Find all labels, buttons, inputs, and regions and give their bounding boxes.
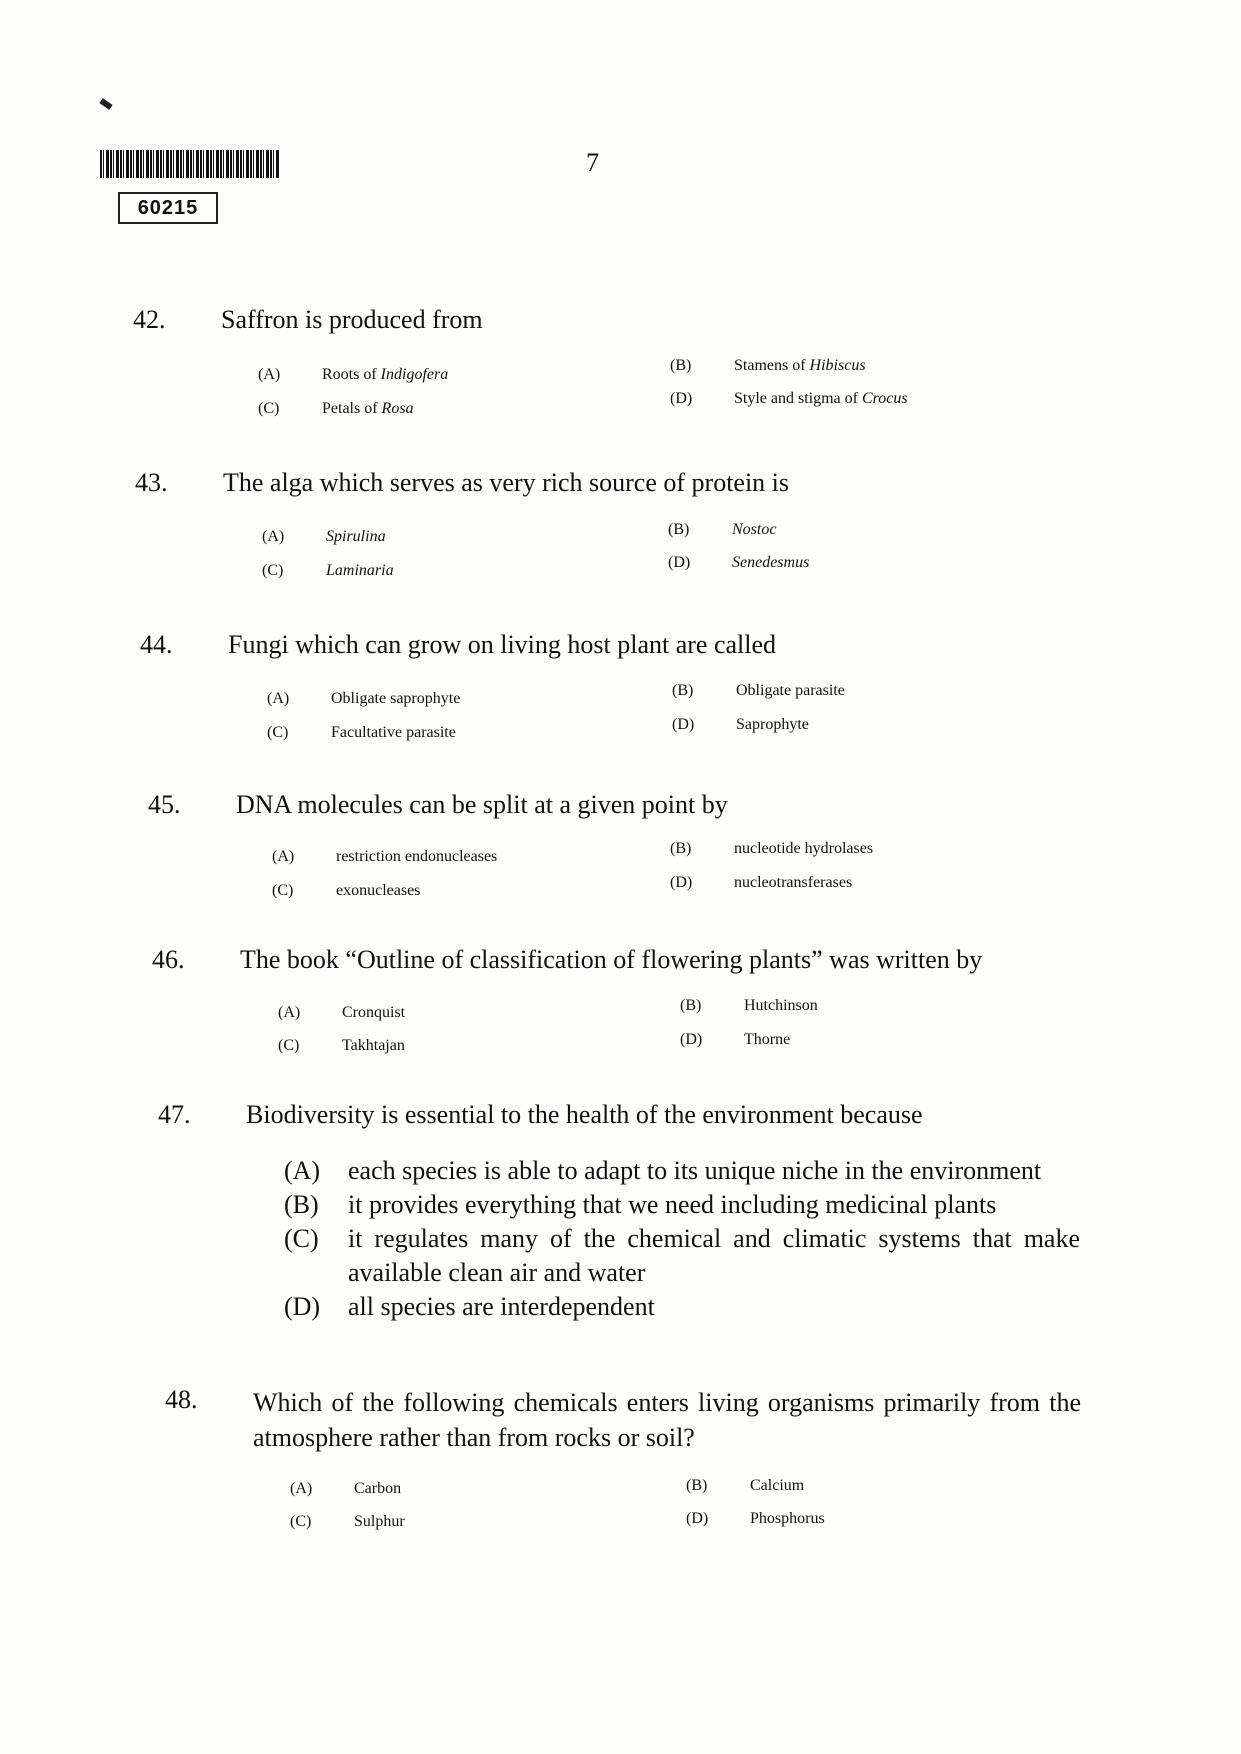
option-c[interactable]: (C) exonucleases xyxy=(272,882,421,899)
option-b[interactable]: (B) Hutchinson xyxy=(680,997,818,1014)
corner-tick-mark xyxy=(99,98,112,110)
option-c[interactable]: (C) Facultative parasite xyxy=(267,724,456,741)
option-c[interactable]: (C) Petals of Rosa xyxy=(258,400,414,417)
option-d[interactable]: (D) Style and stigma of Crocus xyxy=(670,390,908,407)
question-number: 44. xyxy=(140,630,173,659)
option-a[interactable]: (A) each species is able to adapt to its unique niche in the environment xyxy=(284,1156,1042,1185)
option-b[interactable]: (B) nucleotide hydrolases xyxy=(670,840,874,857)
option-d[interactable]: (D) Phosphorus xyxy=(686,1510,825,1527)
page-number: 7 xyxy=(586,148,599,177)
option-a[interactable]: (A) Cronquist xyxy=(278,1004,406,1021)
option-d[interactable]: (D) Senedesmus xyxy=(668,554,810,571)
option-c[interactable]: (C) Takhtajan xyxy=(278,1037,405,1054)
option-b[interactable]: (B) Nostoc xyxy=(668,521,777,538)
option-d[interactable]: (D) nucleotransferases xyxy=(670,874,853,891)
question-text: Biodiversity is essential to the health of the environment because xyxy=(246,1100,923,1129)
option-d[interactable]: (D) all species are interdependent xyxy=(284,1292,655,1321)
question-number: 48. xyxy=(165,1385,198,1414)
option-a[interactable]: (A) restriction endonucleases xyxy=(272,848,498,865)
options-list xyxy=(284,1154,1080,1324)
question-number: 42. xyxy=(133,305,166,334)
option-a[interactable]: (A) Carbon xyxy=(290,1480,402,1497)
booklet-code: 60215 xyxy=(137,197,199,219)
booklet-code-box xyxy=(118,192,218,224)
question-48 xyxy=(165,1385,1085,1465)
option-d[interactable]: (D) Thorne xyxy=(680,1031,791,1048)
question-text: The book “Outline of classification of flowering plants” was written by xyxy=(240,945,983,974)
option-c[interactable]: (C) Sulphur xyxy=(290,1513,405,1530)
option-a[interactable]: (A) Roots of Indigofera xyxy=(258,366,449,383)
option-c[interactable]: (C) it regulates many of the chemical and climatic systems that make available clean air and water xyxy=(284,1224,1080,1287)
question-text: Saffron is produced from xyxy=(221,305,483,334)
option-d[interactable]: (D) Saprophyte xyxy=(672,716,809,733)
question-text: The alga which serves as very rich source of protein is xyxy=(223,468,790,497)
barcode xyxy=(100,150,280,178)
question-number: 47. xyxy=(158,1100,191,1129)
question-number: 46. xyxy=(152,945,185,974)
question-text: DNA molecules can be split at a given point by xyxy=(236,790,728,819)
option-b[interactable]: (B) Obligate parasite xyxy=(672,682,845,699)
question-number: 45. xyxy=(148,790,181,819)
option-b[interactable]: (B) Stamens of Hibiscus xyxy=(670,357,866,374)
option-a[interactable]: (A) Obligate saprophyte xyxy=(267,690,461,707)
option-c[interactable]: (C) Laminaria xyxy=(262,562,394,579)
question-text: Which of the following chemicals enters living organisms primarily from the atmosphere rather than from rocks or soil? xyxy=(253,1388,1081,1452)
option-a[interactable]: (A) Spirulina xyxy=(262,528,386,545)
option-b[interactable]: (B) it provides everything that we need including medicinal plants xyxy=(284,1190,997,1219)
option-b[interactable]: (B) Calcium xyxy=(686,1477,805,1494)
question-number: 43. xyxy=(135,468,168,497)
question-text: Fungi which can grow on living host plant are called xyxy=(228,630,777,659)
